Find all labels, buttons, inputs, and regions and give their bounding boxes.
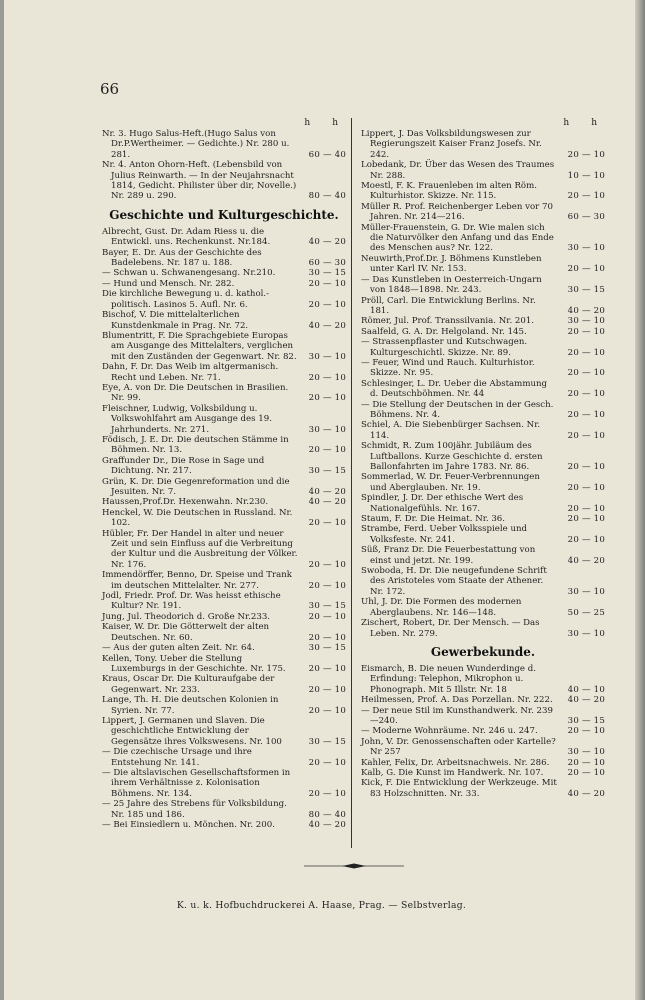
entry-price: 20 — 10 — [308, 445, 346, 456]
entry-price: 20 — 10 — [567, 430, 605, 441]
entry-price: 20 — 10 — [308, 299, 346, 310]
catalog-entry — [361, 420, 605, 441]
catalog-column-left — [102, 118, 346, 830]
entry-price: 20 — 10 — [567, 368, 605, 379]
entry-title: Schlesinger, L. Dr. Ueber die Abstammung d. Deutschböhmen. Nr. 44 — [361, 378, 548, 400]
price-header-unit: h — [563, 118, 570, 128]
entry-title: Nr. 4. Anton Ohorn-Heft. (Lebensbild von Julius Reinwarth. — In der Neujahrsnacht 1814, Gedicht. Philister über dir, Novelle.) Nr. 289 u. 290. — [102, 160, 297, 202]
entry-price: 20 — 10 — [567, 409, 605, 420]
entry-price: 30 — 10 — [567, 243, 605, 254]
entry-title: Jung, Jul. Theodorich d. Große Nr.233. — [102, 611, 271, 622]
entry-price: 40 — 20 — [567, 555, 605, 566]
catalog-entry — [102, 289, 346, 310]
entry-title: Henckel, W. Die Deutschen in Russland. Nr. 102. — [102, 507, 293, 529]
catalog-entry — [361, 493, 605, 514]
catalog-entry — [361, 160, 605, 181]
entry-title: — Der neue Stil im Kunsthandwerk. Nr. 239—240. — [361, 705, 553, 726]
catalog-entry — [102, 497, 346, 507]
catalog-entry — [102, 435, 346, 456]
entry-title: Lippert, J. Germanen und Slaven. Die geschichtliche Entwicklung der Gegensätze ihres Volkswesens. Nr. 100 — [102, 715, 282, 747]
entry-title: Haussen,Prof.Dr. Hexenwahn. Nr.230. — [102, 497, 269, 508]
entry-price: 20 — 10 — [308, 705, 346, 716]
entry-price: 20 — 10 — [308, 393, 346, 404]
entry-title: Kahler, Felix, Dr. Arbeitsnachweis. Nr. 286. — [361, 757, 550, 768]
entry-price: 30 — 15 — [308, 601, 346, 612]
entry-title: — Schwan u. Schwanengesang. Nr.210. — [102, 268, 276, 279]
catalog-entry — [361, 737, 605, 758]
entry-price: 20 — 10 — [567, 347, 605, 358]
catalog-entry — [361, 695, 605, 705]
catalog-entry — [361, 296, 605, 317]
entry-price: 20 — 10 — [308, 663, 346, 674]
entry-price: 40 — 20 — [308, 487, 346, 497]
entry-title: — Die Stellung der Deutschen in der Gesch. Böhmens. Nr. 4. — [361, 399, 554, 420]
entry-price: 20 — 10 — [308, 372, 346, 383]
entry-price: 20 — 10 — [308, 611, 346, 622]
ornament-divider — [304, 862, 404, 870]
entry-price: 30 — 15 — [308, 736, 346, 747]
entry-title: Römer, Jul. Prof. Transsilvania. Nr. 201. — [361, 316, 535, 327]
catalog-entry — [102, 820, 346, 830]
entry-price: 60 — 30 — [567, 212, 605, 223]
entry-price: 40 — 20 — [567, 695, 605, 706]
entry-title: Immendörffer, Benno, Dr. Speise und Trank im deutschen Mittelalter. Nr. 277. — [102, 570, 292, 591]
entry-price: 40 — 20 — [308, 497, 346, 508]
entry-price: 40 — 20 — [567, 788, 605, 799]
catalog-entry — [102, 695, 346, 716]
catalog-entry — [361, 223, 605, 254]
catalog-entry — [102, 622, 346, 643]
catalog-entry — [361, 316, 605, 326]
entry-price: 40 — 20 — [308, 820, 346, 830]
catalog-entry — [102, 768, 346, 799]
price-header-unit: h — [591, 118, 597, 128]
entry-price: 20 — 10 — [308, 788, 346, 799]
catalog-entry — [361, 337, 605, 358]
entry-title: Kaiser, W. Dr. Die Götterwelt der alten Deutschen. Nr. 60. — [102, 622, 270, 643]
catalog-entry — [361, 327, 605, 337]
entry-price: 20 — 10 — [308, 580, 346, 591]
catalog-entry — [361, 726, 605, 736]
entry-price: 80 — 40 — [308, 191, 346, 202]
catalog-entry — [361, 379, 605, 400]
entry-title: Dahn, F. Dr. Das Weib im altgermanisch. Recht und Leben. Nr. 71. — [102, 362, 279, 383]
price-header-unit: h — [304, 118, 311, 128]
catalog-entry — [361, 545, 605, 566]
entry-title: Schmidt, R. Zum 100jähr. Jubiläum des Luftballons. Kurze Geschichte d. ersten Ballonfahrten im Jahre 1783. Nr. 86. — [361, 441, 543, 472]
catalog-entry — [102, 570, 346, 591]
entry-price: 20 — 10 — [567, 326, 605, 337]
entry-price: 30 — 15 — [308, 268, 346, 279]
entry-title: Staum, F. Dr. Die Heimat. Nr. 36. — [361, 514, 506, 525]
catalog-entry — [102, 248, 346, 269]
entry-title: Kraus, Oscar Dr. Die Kulturaufgabe der Gegenwart. Nr. 233. — [102, 674, 275, 695]
catalog-entry — [102, 654, 346, 675]
entry-price: 30 — 10 — [567, 316, 605, 327]
catalog-entry — [102, 279, 346, 289]
entry-title: Pröll, Carl. Die Entwicklung Berlins. Nr. 181. — [361, 295, 536, 316]
entry-title: Die kirchliche Bewegung u. d. kathol.-politisch. Lasinos 5. Aufl. Nr. 6. — [102, 289, 270, 310]
catalog-entry — [361, 768, 605, 778]
entry-title: John, V. Dr. Genossenschaften oder Kartelle? Nr 257 — [361, 736, 556, 758]
entry-price: 20 — 10 — [567, 462, 605, 472]
entry-price: 20 — 10 — [308, 278, 346, 289]
catalog-entry — [361, 778, 605, 799]
catalog-entry — [361, 566, 605, 597]
catalog-entry — [102, 716, 346, 747]
entry-title: Lippert, J. Das Volksbildungswesen zur Regierungszeit Kaiser Franz Josefs. Nr. 242. — [361, 129, 542, 160]
catalog-entry — [102, 227, 346, 248]
entry-title: Bischof, V. Die mittelalterlichen Kunstdenkmale in Prag. Nr. 72. — [102, 310, 249, 331]
entry-price: 30 — 15 — [308, 466, 346, 477]
catalog-entry — [361, 358, 605, 379]
catalog-entry — [102, 799, 346, 820]
entry-price: 60 — 40 — [308, 149, 346, 160]
entry-price: 30 — 10 — [567, 628, 605, 639]
entry-title: Fleischner, Ludwig, Volksbildung u. Volkswohlfahrt am Ausgange des 19. Jahrhunderts. Nr. 271. — [102, 403, 272, 435]
printer-imprint: K. u. k. Hofbuchdruckerei A. Haase, Prag. — Selbstverlag. — [176, 900, 467, 911]
entry-price: 30 — 15 — [567, 715, 605, 726]
entry-price: 40 — 20 — [308, 320, 346, 331]
catalog-entry — [102, 129, 346, 160]
book-page — [4, 0, 639, 1000]
entry-price: 50 — 25 — [567, 607, 605, 618]
entry-price: 20 — 10 — [567, 191, 605, 202]
catalog-entry — [102, 529, 346, 571]
entry-title: Kellen, Tony. Ueber die Stellung Luxemburgs in der Geschichte. Nr. 175. — [102, 653, 286, 674]
entry-title: Albrecht, Gust. Dr. Adam Riess u. die Entwickl. uns. Rechenkunst. Nr.184. — [102, 226, 271, 248]
entry-title: Graffunder Dr., Die Rose in Sage und Dichtung. Nr. 217. — [102, 455, 265, 477]
entry-price: 20 — 10 — [567, 264, 605, 275]
catalog-entry — [102, 331, 346, 362]
entry-title: Sommerlad, W. Dr. Feuer-Verbrennungen und Aberglauben. Nr. 19. — [361, 472, 540, 493]
catalog-entry — [102, 747, 346, 768]
entry-title: Lobedank, Dr. Über das Wesen des Traumes Nr. 288. — [361, 160, 555, 181]
catalog-entry — [361, 514, 605, 524]
entry-title: Neuwirth,Prof.Dr. J. Böhmens Kunstleben unter Karl IV. Nr. 153. — [361, 253, 542, 275]
entry-price: 40 — 10 — [567, 684, 605, 695]
entry-price: 20 — 10 — [567, 534, 605, 545]
entry-price: 40 — 20 — [308, 237, 346, 248]
entry-title: — 25 Jahre des Strebens für Volksbildung. Nr. 185 und 186. — [102, 799, 287, 820]
book-spine-edge — [635, 0, 645, 1000]
entry-price: 20 — 10 — [308, 559, 346, 570]
entry-title: Spindler, J. Dr. Der ethische Wert des Nationalgefühls. Nr. 167. — [361, 493, 524, 514]
entry-title: Lange, Th. H. Die deutschen Kolonien in Syrien. Nr. 77. — [102, 695, 279, 716]
entry-price: 20 — 10 — [567, 503, 605, 514]
entry-title: — Hund und Mensch. Nr. 282. — [102, 278, 235, 289]
catalog-entry — [361, 664, 605, 695]
entry-title: — Bei Einsiedlern u. Mönchen. Nr. 200. — [102, 820, 275, 830]
entry-title: Zischert, Robert, Dr. Der Mensch. — Das Leben. Nr. 279. — [361, 618, 540, 639]
entry-title: — Aus der guten alten Zeit. Nr. 64. — [102, 643, 255, 654]
catalog-entry — [361, 706, 605, 727]
entry-price: 30 — 15 — [567, 285, 605, 296]
catalog-entry — [102, 643, 346, 653]
entry-price: 20 — 10 — [567, 149, 605, 160]
entry-title: Blumentritt, F. Die Sprachgebiete Europas am Ausgange des Mittelalters, verglichen mit den Zuständen der Gegenwart. Nr. 82. — [102, 330, 297, 362]
entry-price: 30 — 10 — [308, 351, 346, 362]
catalog-entry — [102, 674, 346, 695]
catalog-entry — [361, 618, 605, 639]
catalog-entry — [102, 310, 346, 331]
entry-title: — Feuer, Wind und Rauch. Kulturhistor. Skizze. Nr. 95. — [361, 357, 535, 379]
entry-price: 20 — 10 — [567, 389, 605, 400]
entry-title: Bayer, E. Dr. Aus der Geschichte des Badelebens. Nr. 187 u. 188. — [102, 247, 262, 269]
entry-title: — Das Kunstleben in Oesterreich-Ungarn von 1848—1898. Nr. 243. — [361, 274, 542, 296]
entry-price: 20 — 10 — [567, 757, 605, 768]
catalog-entry — [361, 254, 605, 275]
catalog-entry — [102, 477, 346, 498]
entry-title: Müller R. Prof. Reichenberger Leben vor 70 Jahren. Nr. 214—216. — [361, 201, 553, 223]
catalog-entry — [361, 758, 605, 768]
entry-title: Hübler, Fr. Der Handel in alter und neuer Zeit und sein Einfluss auf die Verbreitung der Kultur und die Ausbreitung der Völker. Nr. 176. — [102, 528, 298, 570]
entry-price: 30 — 10 — [308, 424, 346, 435]
entry-price: 10 — 10 — [567, 170, 605, 181]
catalog-entry — [361, 597, 605, 618]
price-header — [361, 118, 605, 129]
catalog-entry — [361, 129, 605, 160]
column-divider — [351, 118, 352, 848]
entry-title: Kick, F. Die Entwicklung der Werkzeuge. Mit 83 Holzschnitten. Nr. 33. — [361, 778, 557, 799]
catalog-entry — [102, 508, 346, 529]
entry-title: Jodl, Friedr. Prof. Dr. Was heisst ethische Kultur? Nr. 191. — [102, 591, 281, 612]
catalog-entry — [361, 181, 605, 202]
page-number: 66 — [100, 80, 120, 98]
entry-title: Uhl, J. Dr. Die Formen des modernen Aberglaubens. Nr. 146—148. — [361, 597, 522, 618]
catalog-entry — [361, 524, 605, 545]
entry-price: 20 — 10 — [567, 726, 605, 737]
entry-title: Moestl, F. K. Frauenleben im alten Röm. Kulturhistor. Skizze. Nr. 115. — [361, 181, 537, 202]
entry-price: 80 — 40 — [308, 809, 346, 820]
entry-price: 20 — 10 — [308, 518, 346, 529]
entry-price: 20 — 10 — [308, 684, 346, 695]
entry-title: — Strassenpflaster und Kutschwagen. Kulturgeschichtl. Skizze. Nr. 89. — [361, 337, 528, 358]
catalog-column-right — [361, 118, 605, 799]
entry-title: Saalfeld, G. A. Dr. Helgoland. Nr. 145. — [361, 326, 527, 337]
entry-title: Kalb, G. Die Kunst im Handwerk. Nr. 107. — [361, 767, 544, 778]
catalog-entry — [102, 456, 346, 477]
catalog-entry — [361, 400, 605, 421]
catalog-entry — [361, 472, 605, 493]
entry-price: 20 — 10 — [567, 767, 605, 778]
catalog-entry — [102, 160, 346, 202]
catalog-entry — [361, 202, 605, 223]
entry-title: Födisch, J. E. Dr. Die deutschen Stämme in Böhmen. Nr. 13. — [102, 434, 289, 456]
catalog-entry — [102, 612, 346, 622]
price-header-unit: h — [332, 118, 338, 128]
section-heading: Gewerbekunde. — [430, 644, 536, 659]
entry-title: Strambe, Ferd. Ueber Volksspiele und Volksfeste. Nr. 241. — [361, 524, 528, 545]
price-header — [102, 118, 346, 129]
entry-title: — Moderne Wohnräume. Nr. 246 u. 247. — [361, 726, 538, 737]
catalog-entry — [102, 591, 346, 612]
entry-title: Eye, A. von Dr. Die Deutschen in Brasilien. Nr. 99. — [102, 382, 289, 404]
catalog-entry — [102, 362, 346, 383]
entry-price: 40 — 20 — [567, 305, 605, 316]
entry-title: Swoboda, H. Dr. Die neugefundene Schrift des Aristoteles vom Staate der Athener. Nr. 172. — [361, 566, 547, 597]
catalog-entry — [361, 275, 605, 296]
catalog-entry — [102, 268, 346, 278]
catalog-entry — [361, 441, 605, 472]
entry-price: 20 — 10 — [308, 757, 346, 768]
entry-title: Eismarch, B. Die neuen Wunderdinge d. Erfindung: Telephon, Mikrophon u. Phonograph. Mit 5 Illstr. Nr. 18 — [361, 663, 536, 695]
entry-price: 20 — 10 — [308, 632, 346, 643]
entry-title: — Die czechische Ursage und ihre Entstehung Nr. 141. — [102, 747, 252, 768]
entry-title: Heilmessen, Prof. A. Das Porzellan. Nr. 222. — [361, 695, 553, 706]
entry-title: Grün, K. Dr. Die Gegenreformation und die Jesuiten. Nr. 7. — [102, 476, 290, 497]
entry-price: 20 — 10 — [567, 514, 605, 525]
section-heading: Geschichte und Kulturgeschichte. — [109, 207, 339, 222]
entry-price: 30 — 10 — [567, 586, 605, 597]
entry-title: — Die altslavischen Gesellschaftsformen in ihrem Verhältnisse z. Kolonisation Böhmens. Nr. 134. — [102, 767, 291, 799]
entry-title: Nr. 3. Hugo Salus-Heft.(Hugo Salus von Dr.P.Wertheimer. — Gedichte.) Nr. 280 u. 281. — [102, 129, 290, 160]
entry-price: 30 — 10 — [567, 747, 605, 758]
entry-title: Schiel, A. Die Siebenbürger Sachsen. Nr. 114. — [361, 420, 541, 441]
entry-price: 60 — 30 — [308, 258, 346, 269]
entry-title: Süß, Franz Dr. Die Feuerbestattung von einst und jetzt. Nr. 199. — [361, 545, 536, 566]
entry-title: Müller-Frauenstein, G. Dr. Wie malen sich die Naturvölker den Anfang und das Ende des Menschen aus? Nr. 122. — [361, 222, 554, 254]
catalog-entry — [102, 404, 346, 435]
entry-price: 30 — 15 — [308, 643, 346, 654]
catalog-entry — [102, 383, 346, 404]
entry-price: 20 — 10 — [567, 482, 605, 493]
